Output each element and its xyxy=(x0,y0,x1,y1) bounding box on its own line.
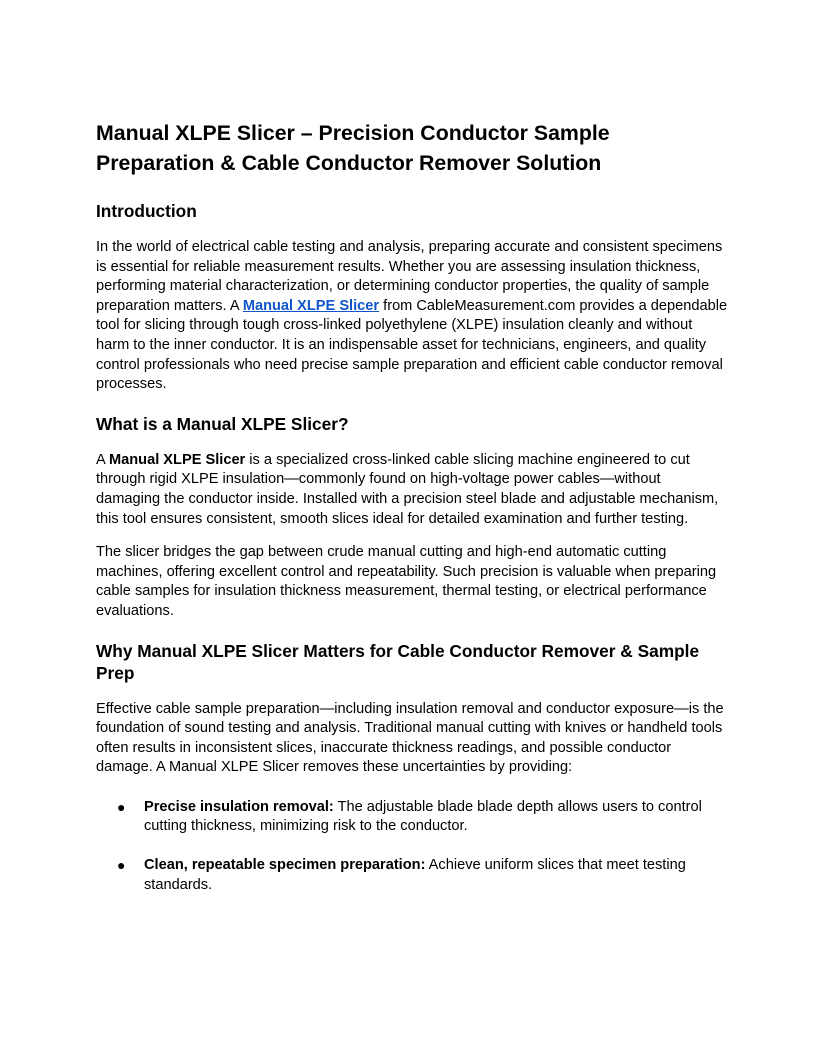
intro-paragraph xyxy=(96,238,728,395)
benefits-list xyxy=(96,798,728,895)
bullet-icon: ● xyxy=(117,798,126,815)
intro-text-after: from CableMeasurement.com provides a dependable tool for slicing through tough cross-linked polyethylene (XLPE) insulation cleanly and without harm to the inner conductor. It is an indispensable asset for technicians, engineers, and quality control professionals who need precise sample preparation and efficient cable conductor removal processes. xyxy=(96,297,728,393)
what-bold-term: Manual XLPE Slicer xyxy=(108,451,246,468)
heading-introduction: Introduction xyxy=(96,201,197,221)
bullet-icon: ● xyxy=(117,857,126,874)
heading-what-is: What is a Manual XLPE Slicer? xyxy=(96,413,349,434)
list-item xyxy=(96,856,728,895)
document-title: Manual XLPE Slicer – Precision Conductor Sample Preparation & Cable Conductor Remover Solution xyxy=(96,121,610,175)
what-paragraph-2: The slicer bridges the gap between crude manual cutting and high-end automatic cutting machines, offering excellent control and repeatability. Such precision is valuable when preparing cable samples for insulation thickness measurement, thermal testing, or electrical performance evaluations. xyxy=(96,544,717,619)
list-item-bold: Clean, repeatable specimen preparation: xyxy=(144,857,426,874)
intro-text-before: In the world of electrical cable testing and analysis, preparing accurate and consistent specimens is essential for reliable measurement results. Whether you are assessing insulation thickness, performing material characterization, or determining conductor properties, the quality of sample preparation matters. A xyxy=(96,239,723,314)
list-item-bold: Precise insulation removal: xyxy=(144,798,334,815)
what-text-before: A xyxy=(96,451,109,468)
list-item-text: The adjustable blade blade depth allows users to control cutting thickness, minimizing risk to the conductor. xyxy=(144,798,702,835)
what-text-after: is a specialized cross-linked cable slicing machine engineered to cut through rigid XLPE insulation—commonly found on high-voltage power cables—without damaging the conductor inside. Installed with a precision steel blade and adjustable mechanism, this tool ensures consistent, smooth slices ideal for detailed examination and further testing. xyxy=(96,451,719,527)
manual-xlpe-slicer-link[interactable]: Manual XLPE Slicer xyxy=(242,297,380,314)
heading-why-matters: Why Manual XLPE Slicer Matters for Cable Conductor Remover & Sample Prep xyxy=(96,640,700,683)
why-paragraph: Effective cable sample preparation—including insulation removal and conductor exposure—is the foundation of sound testing and analysis. Traditional manual cutting with knives or handheld tools often results in inconsistent slices, inaccurate thickness readings, and possible conductor damage. A Manual XLPE Slicer removes these uncertainties by providing: xyxy=(96,700,724,776)
document-page xyxy=(96,118,728,914)
what-paragraph-1 xyxy=(96,451,728,529)
list-item-text: Achieve uniform slices that meet testing standards. xyxy=(144,857,686,893)
list-item xyxy=(96,798,728,837)
